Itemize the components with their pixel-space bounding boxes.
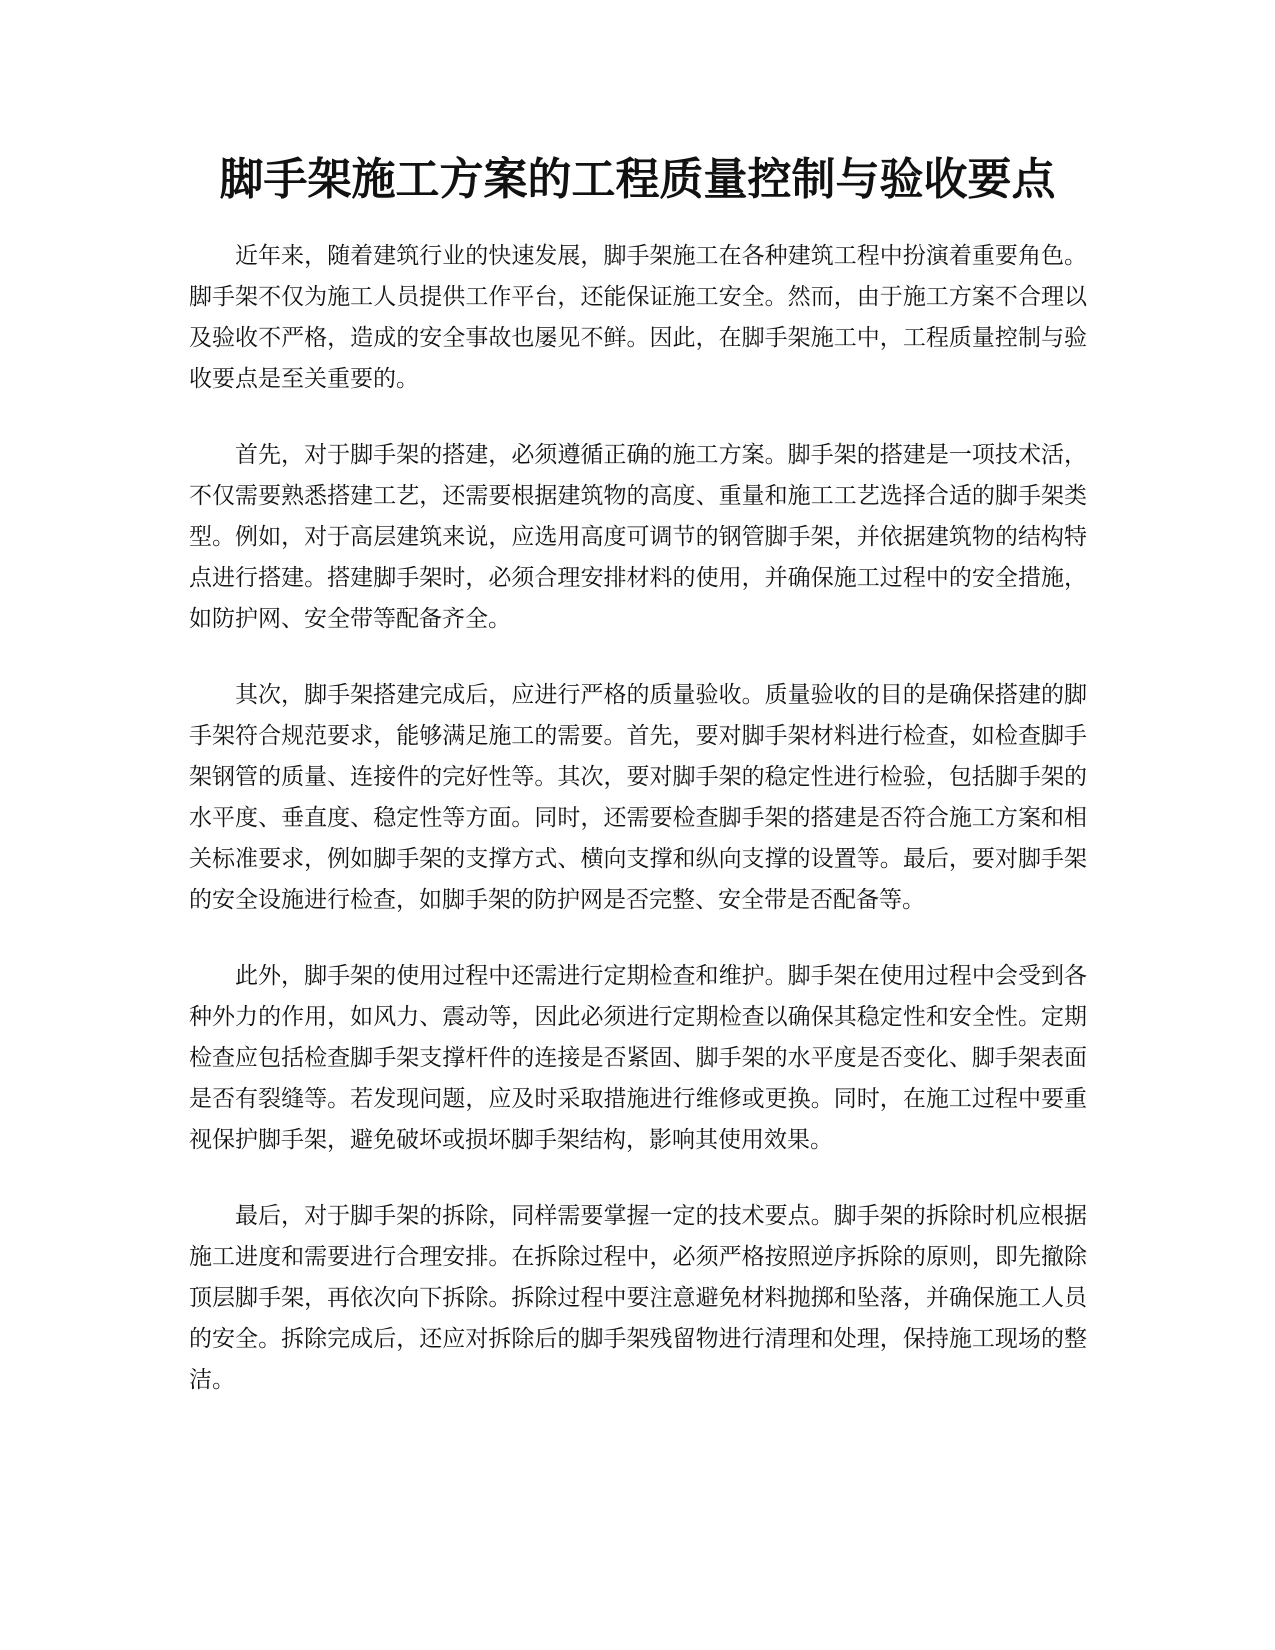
paragraph-acceptance: 其次，脚手架搭建完成后，应进行严格的质量验收。质量验收的目的是确保搭建的脚手架符合规范要求，能够满足施工的需要。首先，要对脚手架材料进行检查，如检查脚手架钢管的质量、连接件的完好性等。其次，要对脚手架的稳定性进行检验，包括脚手架的水平度、垂直度、稳定性等方面。同时，还需要检查脚手架的搭建是否符合施工方案和相关标准要求，例如脚手架的支撑方式、横向支撑和纵向支撑的设置等。最后，要对脚手架的安全设施进行检查，如脚手架的防护网是否完整、安全带是否配备等。 [189, 682, 1087, 913]
paragraph-dismantling: 最后，对于脚手架的拆除，同样需要掌握一定的技术要点。脚手架的拆除时机应根据施工进度和需要进行合理安排。在拆除过程中，必须严格按照逆序拆除的原则，即先撤除顶层脚手架，再依次向下拆除。拆除过程中要注意避免材料抛掷和坠落，并确保施工人员的安全。拆除完成后，还应对拆除后的脚手架残留物进行清理和处理，保持施工现场的整洁。 [189, 1203, 1087, 1393]
paragraph-intro: 近年来，随着建筑行业的快速发展，脚手架施工在各种建筑工程中扮演着重要角色。脚手架不仅为施工人员提供工作平台，还能保证施工安全。然而，由于施工方案不合理以及验收不严格，造成的安全事故也屡见不鲜。因此，在脚手架施工中，工程质量控制与验收要点是至关重要的。 [189, 243, 1087, 392]
document-title: 脚手架施工方案的工程质量控制与验收要点 [219, 154, 1056, 205]
document-body [189, 236, 1087, 1436]
paragraph-maintenance: 此外，脚手架的使用过程中还需进行定期检查和维护。脚手架在使用过程中会受到各种外力的作用，如风力、震动等，因此必须进行定期检查以确保其稳定性和安全性。定期检查应包括检查脚手架支撑杆件的连接是否紧固、脚手架的水平度是否变化、脚手架表面是否有裂缝等。若发现问题，应及时采取措施进行维修或更换。同时，在施工过程中要重视保护脚手架，避免破坏或损坏脚手架结构，影响其使用效果。 [189, 963, 1087, 1153]
paragraph-construction: 首先，对于脚手架的搭建，必须遵循正确的施工方案。脚手架的搭建是一项技术活，不仅需要熟悉搭建工艺，还需要根据建筑物的高度、重量和施工工艺选择合适的脚手架类型。例如，对于高层建筑来说，应选用高度可调节的钢管脚手架，并依据建筑物的结构特点进行搭建。搭建脚手架时，必须合理安排材料的使用，并确保施工过程中的安全措施，如防护网、安全带等配备齐全。 [189, 442, 1087, 632]
